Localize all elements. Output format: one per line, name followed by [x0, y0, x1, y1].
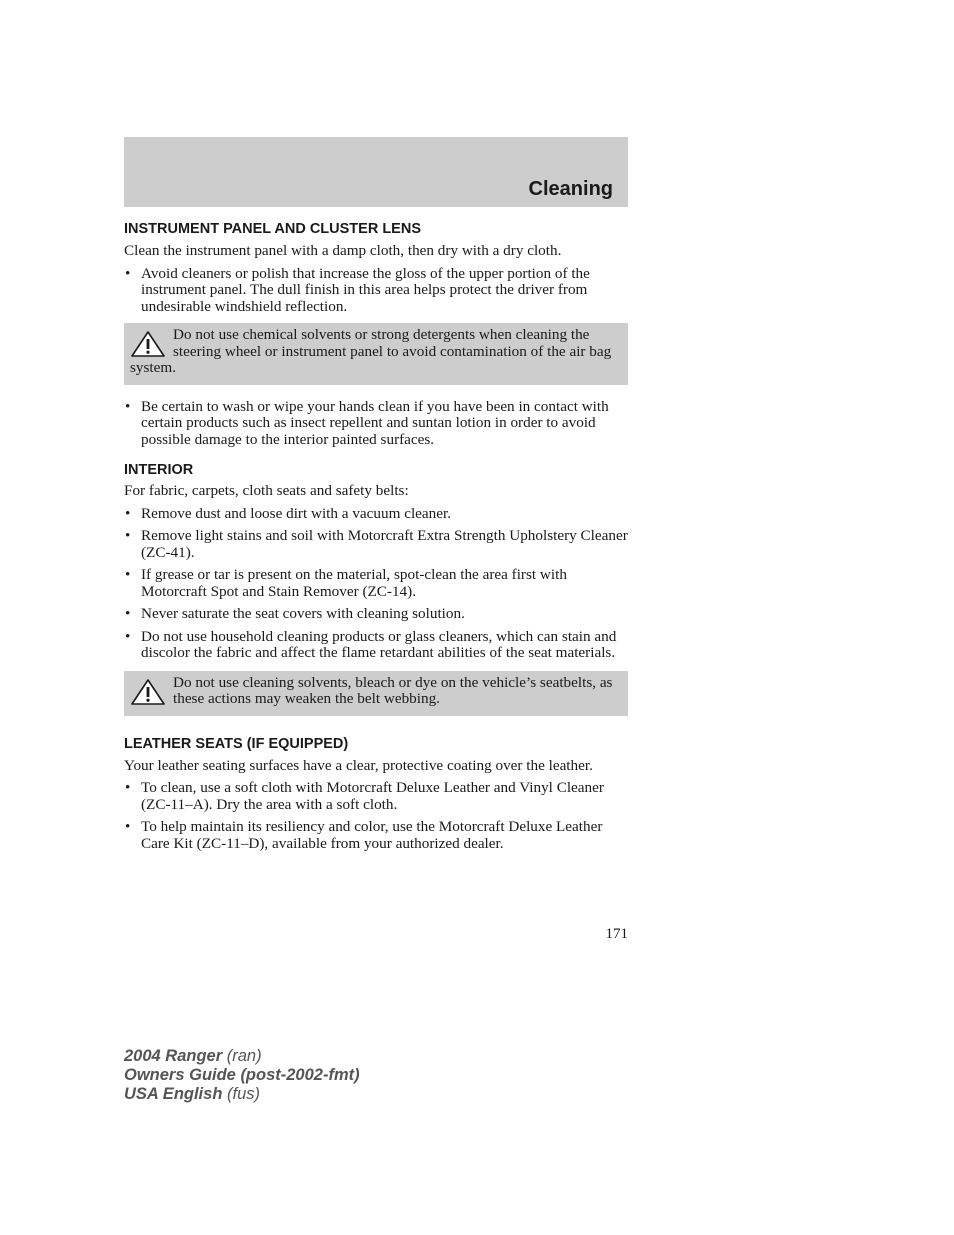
list-item: [124, 567, 628, 600]
page-content: [124, 219, 628, 852]
footer-model-code: (ran): [226, 1047, 262, 1065]
heading-interior: INTERIOR: [124, 462, 194, 478]
footer-language-code: (fus): [227, 1085, 260, 1103]
list-item: [124, 506, 628, 523]
list-item: [124, 528, 628, 561]
list-item: [124, 266, 628, 316]
footer-language: USA English: [124, 1085, 223, 1103]
intro-instrument-panel: Clean the instrument panel with a damp cloth, then dry with a dry cloth.: [124, 242, 562, 259]
list-item-text: Remove light stains and soil with Motorcraft Extra Strength Upholstery Cleaner (ZC-41).: [141, 527, 628, 561]
section-title: Cleaning: [528, 178, 613, 200]
list-item: [124, 399, 628, 449]
heading-instrument-panel: INSTRUMENT PANEL AND CLUSTER LENS: [124, 221, 421, 237]
footer-line-guide: [124, 1066, 360, 1085]
bullet-glyph: •: [125, 566, 131, 583]
list-item-text: Remove dust and loose dirt with a vacuum cleaner.: [141, 504, 451, 522]
list-item: [124, 629, 628, 662]
bullet-list-instrument-panel: [124, 266, 628, 316]
warning-triangle-icon: [130, 329, 166, 359]
bullet-list-hands: [124, 399, 628, 449]
intro-interior: For fabric, carpets, cloth seats and safety belts:: [124, 482, 409, 499]
bullet-list-interior: [124, 506, 628, 662]
bullet-glyph: •: [125, 397, 131, 415]
footer-line-language: [124, 1085, 360, 1104]
page-number: 171: [605, 926, 628, 942]
bullet-glyph: •: [125, 818, 131, 835]
list-item-text: If grease or tar is present on the material, spot-clean the area first with Motorcraft Spot and Stain Remover (ZC-14).: [141, 566, 567, 600]
bullet-glyph: •: [125, 264, 131, 282]
list-item-text: Be certain to wash or wipe your hands clean if you have been in contact with certain products such as insect repellent and suntan lotion in order to avoid possible damage to the interior painted surfaces.: [141, 397, 609, 448]
list-item-text: To help maintain its resiliency and color, use the Motorcraft Deluxe Leather Care Kit (ZC-11–D), available from your authorized dealer.: [141, 818, 603, 852]
bullet-glyph: •: [125, 504, 131, 522]
bullet-glyph: •: [125, 527, 131, 544]
footer-line-model: [124, 1047, 360, 1066]
warning-text: Do not use chemical solvents or strong detergents when cleaning the steering wheel or instrument panel to avoid contamination of the air bag system.: [130, 326, 612, 376]
footer-model: 2004 Ranger: [124, 1047, 223, 1065]
bullet-list-leather: [124, 780, 628, 852]
footer-guide: Owners Guide (post-2002-fmt): [124, 1066, 360, 1084]
warning-box-airbag: [124, 323, 628, 385]
list-item: [124, 780, 628, 813]
list-item: [124, 819, 628, 852]
intro-leather-seats: Your leather seating surfaces have a clear, protective coating over the leather.: [124, 756, 593, 774]
bullet-glyph: •: [125, 779, 131, 796]
warning-text: Do not use cleaning solvents, bleach or dye on the vehicle’s seatbelts, as these actions may weaken the belt webbing.: [173, 673, 613, 707]
list-item-text: Avoid cleaners or polish that increase the gloss of the upper portion of the instrument panel. The dull finish in this area helps protect the driver from undesirable windshield reflection.: [141, 264, 590, 315]
list-item-text: Do not use household cleaning products or glass cleaners, which can stain and discolor the fabric and affect the flame retardant abilities of the seat materials.: [141, 627, 617, 661]
bullet-glyph: •: [125, 605, 131, 622]
warning-box-seatbelts: [124, 671, 628, 716]
heading-leather-seats: LEATHER SEATS (IF EQUIPPED): [124, 735, 349, 752]
section-header-band: [124, 137, 628, 207]
list-item: [124, 606, 628, 623]
bullet-glyph: •: [125, 627, 131, 645]
document-footer: [124, 1047, 360, 1104]
list-item-text: Never saturate the seat covers with cleaning solution.: [141, 605, 465, 622]
list-item-text: To clean, use a soft cloth with Motorcraft Deluxe Leather and Vinyl Cleaner (ZC-11–A). Dry the area with a soft cloth.: [141, 779, 604, 813]
warning-triangle-icon: [130, 677, 166, 707]
